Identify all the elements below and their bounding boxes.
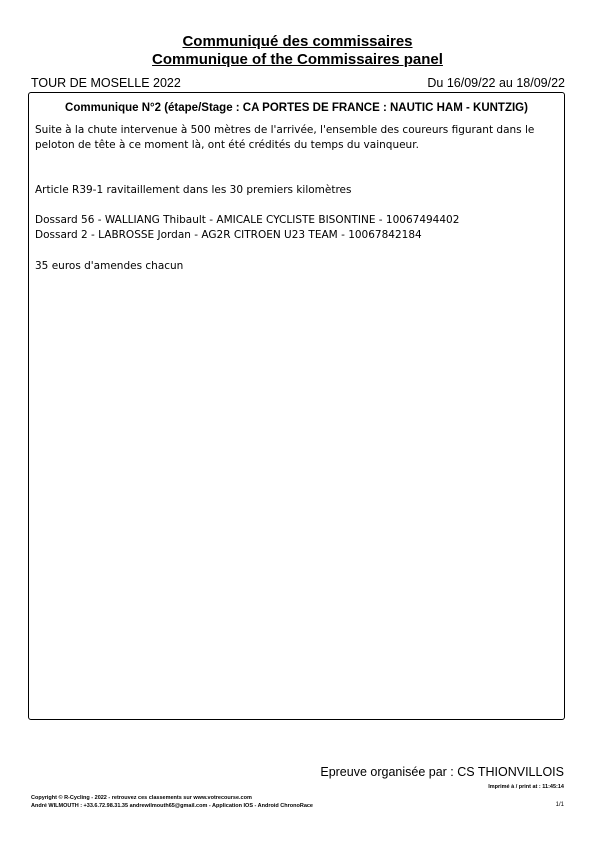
title-french: Communiqué des commissaires — [182, 33, 413, 50]
print-time: Imprimé à / print at : 11:45:14 — [488, 784, 564, 790]
rider-line: Dossard 2 - LABROSSE Jordan - AG2R CITROEN U23 TEAM - 10067842184 — [35, 229, 422, 241]
fine-line: 35 euros d'amendes chacun — [35, 260, 184, 272]
riders-list — [35, 213, 558, 243]
communique-title: Communique N°2 (étape/Stage : CA PORTES DE FRANCE : NAUTIC HAM - KUNTZIG) — [65, 102, 528, 114]
page-number: 1/1 — [555, 802, 564, 808]
contact-line: André WILMOUTH : +33.6.72.98.31.35 andrewilmouth65@gmail.com - Application IOS - Android ChronoRace — [31, 802, 313, 809]
race-dates: Du 16/09/22 au 18/09/22 — [427, 76, 565, 90]
title-english: Communique of the Commissaires panel — [152, 51, 443, 68]
race-name: TOUR DE MOSELLE 2022 — [31, 76, 181, 90]
copyright — [31, 795, 313, 810]
copyright-line: Copyright © R-Cycling - 2022 - retrouvez ces classements sur www.votrecourse.com — [31, 795, 252, 801]
crash-paragraph: Suite à la chute intervenue à 500 mètres de l'arrivée, l'ensemble des coureurs figurant dans le peloton de tête à ce moment là, ont été crédités du temps du vainqueur. — [35, 124, 535, 151]
article-line: Article R39-1 ravitaillement dans les 30 premiers kilomètres — [35, 184, 352, 196]
organizer: Epreuve organisée par : CS THIONVILLOIS — [320, 765, 564, 779]
communique-box — [28, 92, 565, 720]
rider-line: Dossard 56 - WALLIANG Thibault - AMICALE CYCLISTE BISONTINE - 10067494402 — [35, 214, 460, 226]
